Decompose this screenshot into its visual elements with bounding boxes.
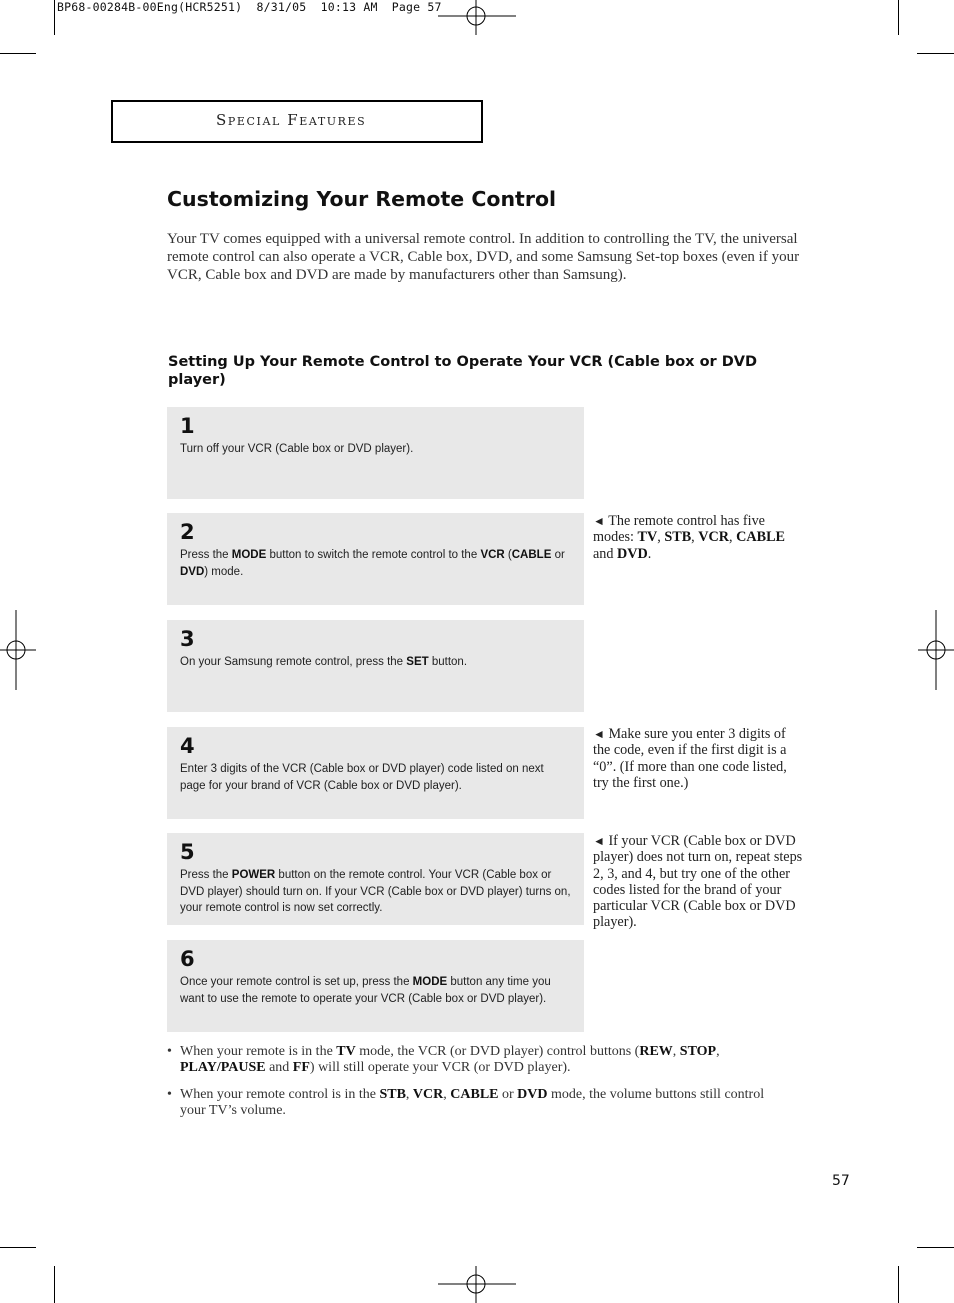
vcr-mode-label: VCR [480,549,505,561]
step-3-box [167,620,584,712]
crop-mark-top-right-vertical [898,0,899,35]
step-text-run: ) mode. [204,565,244,578]
stb-mode-label: STB [664,529,692,546]
note-text-run: and [593,545,618,562]
step-5-box [167,833,584,925]
mode-button-label: MODE [231,549,267,561]
step-text-run: or [551,549,565,561]
step-text-run: Press the [180,549,232,561]
mode-button-label: MODE [412,976,448,988]
intro-paragraph: Your TV comes equipped with a universal remote control. In addition to controlling the TV, the universal remote control can also operate a VCR, Cable box, DVD, and some Samsung Set-top boxes (even if your VCR, Cable box and DVD are made by manufacturers other than Samsung). [167,231,800,283]
note-text-run: , [691,529,699,546]
cable-mode-label: CABLE [450,1086,499,1102]
section-header-label: Special Features [216,111,367,129]
crop-mark-bottom-right-horizontal [917,1247,954,1248]
step-text-run: Press the [180,869,232,881]
step-1-box [167,407,584,499]
tv-mode-label: TV [637,529,658,546]
page-number: 57 [832,1173,850,1189]
note-text-run: . [647,545,652,562]
dvd-mode-label: DVD [617,545,648,562]
cable-mode-label: CABLE [511,549,552,561]
bullet-text-run: ) will still operate your VCR (or DVD player). [309,1060,571,1076]
step-2-box [167,513,584,605]
step-text-run: Turn off your VCR (Cable box or DVD player). [180,443,414,455]
ff-button-label: FF [292,1060,310,1076]
side-note-three-digits [593,726,805,791]
tv-mode-label: TV [336,1044,356,1059]
step-number: 2 [180,520,195,544]
set-button-label: SET [406,656,429,668]
step-text-run: On your Samsung remote control, press the [180,656,407,668]
step-text [180,974,572,1007]
print-slug: BP68-00284B-00Eng(HCR5251) 8/31/05 10:13 AM Page 57 [57,0,442,14]
bullet-text-run: or [498,1086,518,1102]
step-text-run: button. [428,656,468,668]
bullet-text-run: mode, the volume buttons still control your TV’s volume. [180,1086,765,1118]
page-title: Customizing Your Remote Control [167,187,557,211]
step-number: 4 [180,734,195,758]
note-text-run: , [657,529,665,546]
bullet-text-run: and [265,1060,293,1076]
side-note-retry-codes [593,833,805,931]
step-number: 6 [180,947,195,971]
step-text [180,547,572,580]
pointer-triangle-icon: ◄ [593,514,605,528]
stb-mode-label: STB [379,1086,406,1102]
step-text-run: button to switch the remote control to the [266,549,481,561]
registration-mark-right [914,610,954,690]
stop-button-label: STOP [679,1044,717,1059]
step-text [180,441,572,458]
step-number: 1 [180,414,195,438]
dvd-mode-label: DVD [180,565,205,578]
step-text [180,654,572,671]
step-text-run: ( [504,549,512,561]
side-note-modes [593,513,805,562]
list-item [167,1044,787,1077]
bullet-text-run: , [443,1086,451,1102]
step-text-run: button on the remote control. Your VCR (Cable box or DVD player) should turn on. If your VCR (Cable box or DVD player) turns on, your remote control is now set correctly. [180,869,571,914]
list-item [167,1087,787,1120]
pointer-triangle-icon: ◄ [593,834,605,848]
vcr-mode-label: VCR [412,1086,444,1102]
crop-mark-bottom-right-vertical [898,1266,899,1303]
cable-mode-label: CABLE [736,529,785,546]
registration-mark-bottom [438,1266,518,1303]
bullet-text-run: , [716,1044,720,1059]
note-text-run: The remote control has five modes: [593,513,765,546]
dvd-mode-label: DVD [517,1086,548,1102]
note-text-run: If your VCR (Cable box or DVD player) does not turn on, repeat steps 2, 3, and 4, but try one of the other codes listed for the brand of your particular VCR (Cable box or DVD player). [593,833,803,931]
bullet-icon: • [167,1044,172,1059]
bullet-icon: • [167,1086,172,1102]
step-text-run: Enter 3 digits of the VCR (Cable box or DVD player) code listed on next page for your brand of VCR (Cable box or DVD player). [180,763,544,792]
step-text [180,761,572,794]
note-text-run: Make sure you enter 3 digits of the code, even if the first digit is a “0”. (If more than one code listed, try the first one.) [593,726,787,791]
crop-mark-top-left-horizontal [0,53,36,54]
step-4-box [167,727,584,819]
bullet-list [167,1044,787,1129]
bullet-text-run: , [405,1086,413,1102]
registration-mark-left [0,610,40,690]
bullet-text-run: When your remote control is in the [180,1086,380,1102]
pointer-triangle-icon: ◄ [593,727,605,741]
crop-mark-bottom-left-horizontal [0,1247,36,1248]
note-text-run: , [729,529,737,546]
crop-mark-top-right-horizontal [917,53,954,54]
crop-mark-bottom-left-vertical [54,1266,55,1303]
crop-mark-top-left-vertical [54,0,55,35]
vcr-mode-label: VCR [698,529,730,546]
play-pause-button-label: PLAY/PAUSE [180,1060,266,1076]
registration-mark-top [438,0,518,36]
bullet-text-run: When your remote is in the [180,1044,337,1059]
section-subheading: Setting Up Your Remote Control to Operate Your VCR (Cable box or DVD player) [168,354,758,388]
power-button-label: POWER [231,869,276,881]
bullet-text-run: mode, the VCR (or DVD player) control buttons ( [355,1044,640,1059]
step-text-run: button any time you want to use the remote to operate your VCR (Cable box or DVD player). [180,976,551,1005]
step-text [180,867,572,917]
step-number: 5 [180,840,195,864]
rew-button-label: REW [639,1044,673,1059]
step-6-box [167,940,584,1032]
step-text-run: Once your remote control is set up, press the [180,976,413,988]
bullet-text-run: , [672,1044,680,1059]
step-number: 3 [180,627,195,651]
